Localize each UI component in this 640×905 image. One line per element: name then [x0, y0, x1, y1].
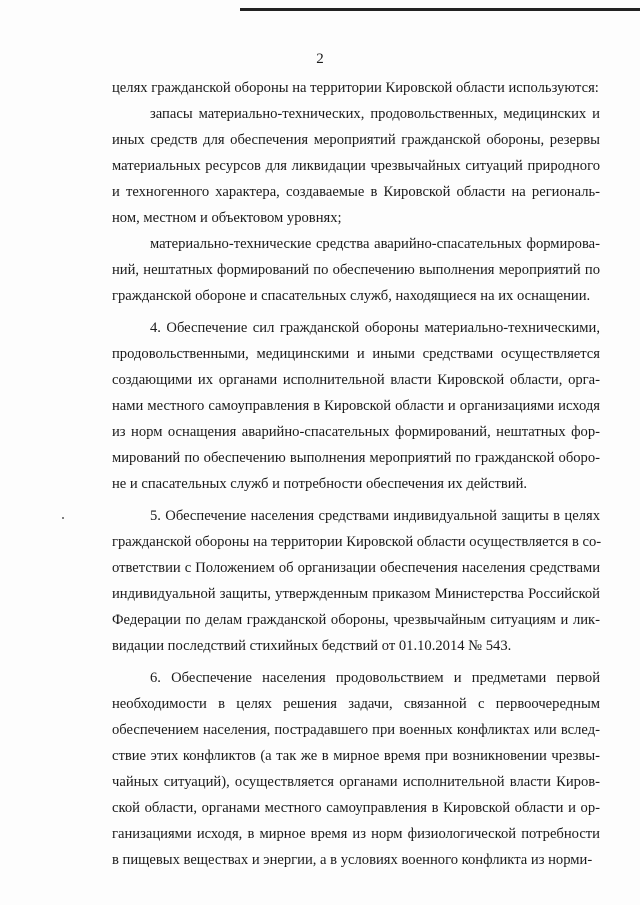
- text-line: необходимости в целях решения задачи, связанной с первоочередным: [112, 696, 600, 712]
- text-line: целях гражданской обороны на территории Кировской области используются:: [112, 80, 599, 96]
- text-line: нами местного самоуправления в Кировской области и организациями исходя: [112, 398, 600, 414]
- text-line: продовольственными, медицинскими и иными средствами осуществляется: [112, 346, 600, 362]
- text-line: создающими их органами исполнительной власти Кировской области, орга-: [112, 372, 600, 388]
- text-line: гражданской обороне и спасательных служб, находящиеся на их оснащении.: [112, 288, 591, 304]
- text-line: материально-технические средства аварийно-спасательных формирова-: [150, 236, 600, 252]
- header-rule: [240, 8, 640, 11]
- paragraph: [112, 668, 600, 876]
- text-line: чайных ситуаций), осуществляется органами исполнительной власти Киров-: [112, 774, 600, 790]
- paragraph: [112, 506, 600, 662]
- text-line: видации последствий стихийных бедствий от 01.10.2014 № 543.: [112, 638, 512, 654]
- text-line: гражданской обороны на территории Кировской области осуществляется в со-: [112, 534, 602, 550]
- text-line: индивидуальной защиты, утвержденным приказом Министерства Российской: [112, 586, 600, 602]
- text-line: не и спасательных служб и потребности обеспечения их действий.: [112, 476, 528, 492]
- text-line: иных средств для обеспечения мероприятий гражданской обороны, резервы: [112, 132, 600, 148]
- page-number: 2: [316, 51, 324, 67]
- paragraph: [112, 234, 600, 312]
- paragraph: [112, 104, 600, 234]
- text-line: материальных ресурсов для ликвидации чрезвычайных ситуаций природного: [112, 158, 600, 174]
- body-text: [112, 78, 600, 876]
- text-line: ответствии с Положением об организации обеспечения населения средствами: [112, 560, 600, 576]
- text-line: в пищевых веществах и энергии, а в условиях военного конфликта из норми-: [112, 852, 593, 868]
- margin-mark: [62, 517, 64, 519]
- text-line: 5. Обеспечение населения средствами индивидуальной защиты в целях: [150, 508, 600, 524]
- text-line: ской области, органами местного самоуправления в Кировской области и ор-: [112, 800, 600, 816]
- text-line: Федерации по делам гражданской обороны, чрезвычайным ситуациям и лик-: [112, 612, 600, 628]
- text-line: ствие этих конфликтов (а так же в мирное время при возникновении чрезвы-: [112, 748, 600, 764]
- text-line: ганизациями исходя, в мирное время из норм физиологической потребности: [112, 826, 600, 842]
- text-line: мирований по обеспечению выполнения мероприятий по гражданской оборо-: [112, 450, 600, 466]
- paragraph: [112, 78, 600, 104]
- text-line: 4. Обеспечение сил гражданской обороны материально-техническими,: [150, 320, 600, 336]
- text-line: из норм оснащения аварийно-спасательных формирований, нештатных фор-: [112, 424, 600, 440]
- text-line: обеспечением населения, пострадавшего при военных конфликтах или вслед-: [112, 722, 600, 738]
- text-line: 6. Обеспечение населения продовольствием и предметами первой: [150, 670, 600, 686]
- text-line: ний, нештатных формирований по обеспечению выполнения мероприятий по: [112, 262, 600, 278]
- text-line: ном, местном и объектовом уровнях;: [112, 210, 342, 226]
- text-line: запасы материально-технических, продовольственных, медицинских и: [150, 106, 600, 122]
- paragraph: [112, 318, 600, 500]
- text-line: и техногенного характера, создаваемые в Кировской области на региональ-: [112, 184, 600, 200]
